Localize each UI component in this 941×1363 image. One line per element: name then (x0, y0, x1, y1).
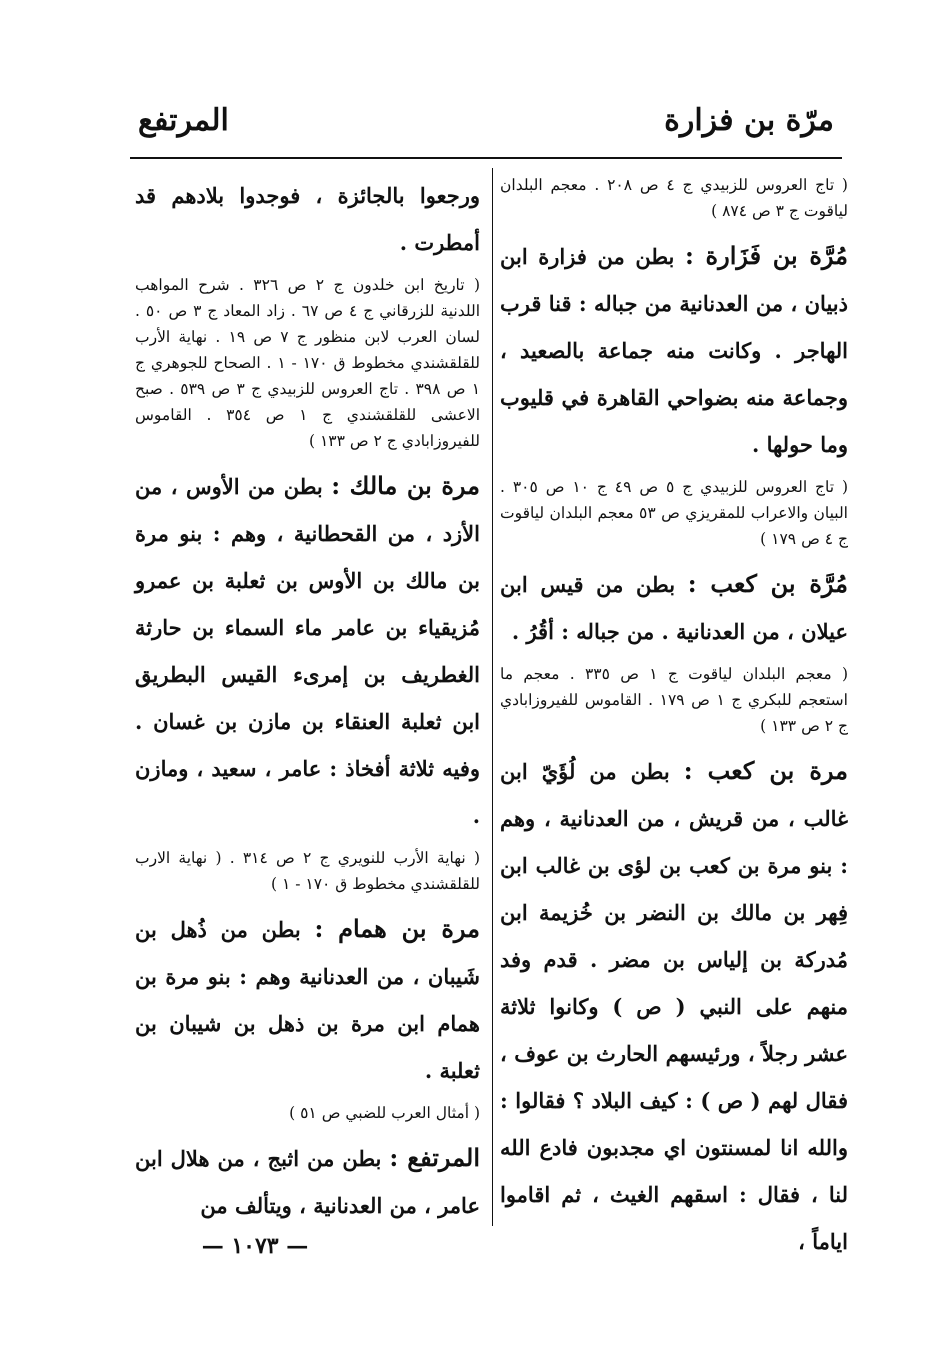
dictionary-entry (500, 232, 848, 468)
entry-headword: مُرَّة بن كعب : (687, 569, 848, 598)
dictionary-entry (135, 462, 480, 839)
page-number: — ١٠٧٣ — (201, 1233, 309, 1259)
dictionary-entry (135, 1134, 480, 1229)
column-divider (492, 168, 493, 1226)
reference-note: ( أمثال العرب للضبي ص ٥١ ) (289, 1104, 480, 1122)
dictionary-entry (135, 905, 480, 1094)
entry-body: بطن من اثبج ، من هلال ابن عامر ، من العدنانية ، ويتألف من (135, 1146, 480, 1218)
entry-headword: مرة بن همام : (314, 914, 481, 943)
entry-headword: مرة بن كعب : (683, 756, 849, 785)
reference-note: ( معجم البلدان لياقوت ج ١ ص ٣٣٥ . معجم ما استعجم للبكري ج ١ ص ١٧٩ . القاموس للفيروزابادي ج ٢ ص ١٣٣ ) (500, 665, 848, 735)
dictionary-entry (500, 560, 848, 655)
entry-body: ورجعوا بالجائزة ، فوجدوا بلادهم قد أمطرت . (135, 183, 480, 255)
entry-body: بطن من لُؤَيّ ابن غالب ، من قريش ، من العدنانية ، وهم : بنو مرة بن كعب بن لؤى بن غالب ابن فِهر بن مالك بن النضر بن خُزيمة ابن مُدركة بن إلياس بن مضر . قدم وفد منهم على النبي ( ص ) وكانوا ثلاثة عشر رجلاً ، ورئيسهم الحارث بن عوف ، فقال لهم ( ص ) : كيف البلاد ؟ فقالوا : والله انا لمسنتون اي مجدبون فادع الله لنا ، فقال : اسقهم الغيث ، ثم اقاموا اياماً ، (500, 759, 848, 1254)
left-column (135, 172, 480, 1235)
entry-body: بطن من ذُهل بن شَيبان ، من العدنانية وهم : بنو مرة بن همام ابن مرة بن ذهل بن شيبان بن ثعلبة . (135, 917, 480, 1083)
reference-note: ( تاج العروس للزبيدي ج ٥ ص ٤٩ ج ١٠ ص ٣٠٥ . البيان والاعراب للمقريزي ص ٥٣ معجم البلدان لياقوت ج ٤ ص ١٧٩ ) (500, 478, 849, 548)
reference-note: ( تاج العروس للزبيدي ج ٤ ص ٢٠٨ . معجم البلدان لياقوت ج ٣ ص ٨٧٤ ) (500, 176, 848, 220)
entry-headword: المرتفع : (389, 1143, 480, 1172)
entry-headword: مرة بن مالك : (331, 471, 480, 500)
dictionary-entry (500, 747, 848, 1265)
entry-body: بطن من فزارة ابن ذبيان ، من العدنانية من جباله : قنا قرب الهاجر . وكانت منه جماعة بالصعيد ، وجماعة منه بضواحي القاهرة في قليوب وما حولها . (500, 244, 848, 457)
header-rule (130, 157, 842, 159)
entry-body: بطن من قيس ابن عيلان ، من العدنانية . من جباله : أقُرُ . (500, 572, 848, 644)
right-column (500, 172, 848, 1271)
reference-note: ( تاريخ ابن خلدون ج ٢ ص ٣٢٦ . شرح المواهب اللدنية للزرقاني ج ٤ ص ٦٧ . زاد المعاد ج ٣ ص ٥٠ . لسان العرب لابن منظور ج ٧ ص ١٩ . نهاية الأرب للقلقشندي مخطوط ق ١٧٠ - ١ . الصحاح للجوهري ج ١ ص ٣٩٨ . تاج العروس للزبيدي ج ٣ ص ٥٣٩ . صبح الاعشى للقلقشندي ج ١ ص ٣٥٤ . القاموس للفيروزابادي ج ٢ ص ١٣٣ ) (135, 276, 481, 450)
dictionary-entry (135, 172, 480, 266)
entry-headword: مُرَّة بن فَزَارة : (685, 241, 849, 270)
entry-body: بطن من الأوس ، من الأزد ، من القحطانية ، وهم : بنو مرة بن مالك بن الأوس بن ثعلبة بن عمرو مُزيقياء بن عامر ماء السماء بن حارثة الغطريف بن إمرىء القيس البطريق ابن ثعلبة العنقاء بن مازن بن غسان . وفيه ثلاثة أفخاذ : عامر ، سعيد ، ومازن . (135, 474, 480, 828)
running-head-right: مرّة بن فزارة (664, 103, 834, 138)
running-head (130, 103, 840, 153)
reference-note: ( نهاية الأرب للنويري ج ٢ ص ٣١٤ . ( نهاية الارب للقلقشندي مخطوط ق ١٧٠ - ١ ) (135, 849, 480, 893)
running-head-left: المرتفع (138, 103, 229, 138)
